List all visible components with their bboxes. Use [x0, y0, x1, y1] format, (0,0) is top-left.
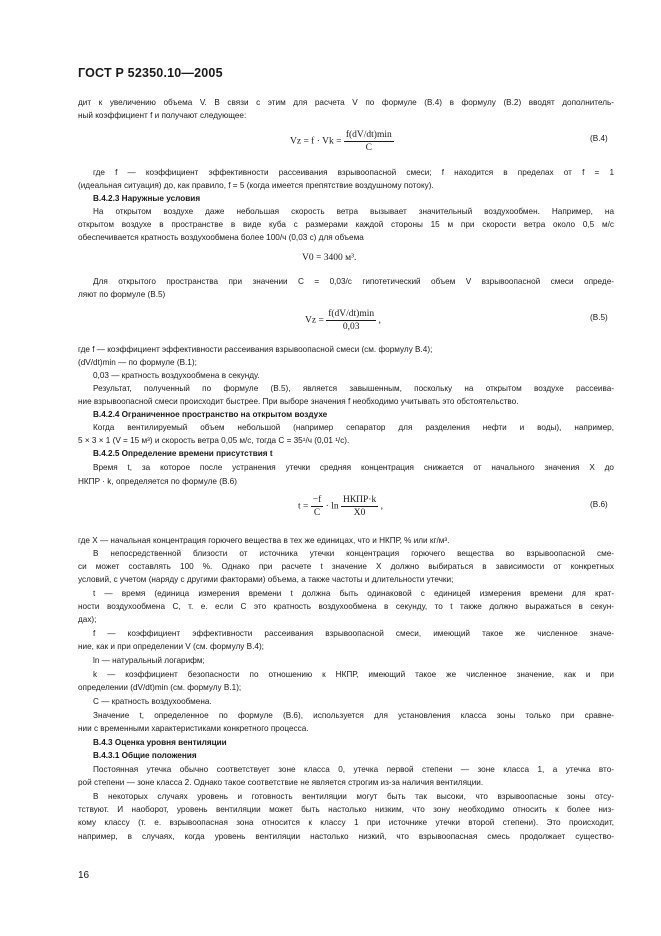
- section-heading: В.4.3.1 Общие положения: [93, 751, 197, 760]
- text-line: тствуют. И наоборот, уровень вентиляции может быть настолько низким, что зону необходимо относить к более низ-: [78, 805, 614, 814]
- text-line: дах);: [78, 615, 97, 624]
- text-line: где f — коэффициент эффективности рассеивания взрывоопасной смеси; f находится в пределах от f = 1: [93, 168, 614, 177]
- equation-number: (В.4): [590, 134, 608, 143]
- text-line: например, в случаях, когда уровень вентиляции настолько низкий, что взрывоопасная смесь продолжает существо-: [78, 832, 614, 841]
- text-line: условий, с учетом (наряду с другими факторами) объема, а также частоты и длительности утечки;: [78, 575, 454, 584]
- formula-b4: [290, 130, 394, 153]
- text-line: ляют по формуле (В.5): [78, 290, 166, 299]
- equation-number: (В.5): [590, 313, 608, 322]
- text-line: си может составлять 100 %. Однако при расчете t значение X должно выбираться в зависимости от конкретных: [78, 562, 614, 571]
- section-heading: В.4.3 Оценка уровня вентиляции: [93, 738, 227, 747]
- text-line: 0,03 — кратность воздухообмена в секунду.: [93, 371, 260, 380]
- text-line: нии с временными характеристиками конкретного процесса.: [78, 724, 309, 733]
- text-line: Когда вентилируемый объем небольшой (например сепаратор для разделения нефти и воды), например,: [93, 423, 614, 432]
- text-line: где f — коэффициент эффективности рассеивания взрывоопасной смеси (см. формулу В.4);: [78, 345, 433, 354]
- text-line: (идеальная ситуация) до, как правило, f = 5 (когда имеется препятствие воздушному потоку).: [78, 181, 434, 190]
- section-heading: В.4.2.5 Определение времени присутствия t: [93, 449, 273, 458]
- text-line: В некоторых случаях уровень и готовность вентиляции могут быть так высоки, что взрывоопасные зоны отсу-: [93, 792, 614, 801]
- text-line: (dV/dt)min — по формуле (В.1);: [78, 358, 197, 367]
- text-line: рой степени — зоне класса 2. Однако такое соответствие не является строгим из-за наличия вентиляции.: [78, 778, 484, 787]
- equation-number: (В.6): [590, 500, 608, 509]
- formula-b5: [305, 309, 381, 332]
- fraction-denominator: C: [313, 508, 321, 518]
- text-line: обеспечивается кратность воздухообмена более 100/ч (0,03 с) для объема: [78, 233, 364, 242]
- text-line: ности воздухообмена C, т. е. если C это кратность воздухообмена в секунду, то t также должно выражаться в секун-: [78, 602, 614, 611]
- text-line: t — время (единица измерения времени t должна быть одинаковой с единицей измерения времени для крат-: [93, 589, 614, 598]
- text-line: Постоянная утечка обычно соответствует зоне класса 0, утечка первой степени — зоне класса 1, а утечка вто-: [93, 765, 614, 774]
- text-line: ный коэффициент f и получают следующее:: [78, 111, 247, 120]
- fraction-numerator: НКПР·k: [342, 495, 377, 505]
- fraction-denominator: 0,03: [342, 322, 360, 332]
- formula-fraction: [311, 495, 324, 518]
- formula-fraction-2: [341, 495, 378, 518]
- text-line: ние, как и при определении V (см. формулу В.4);: [78, 642, 264, 651]
- text-line: На открытом воздухе даже небольшая скорость ветра вызывает значительный воздухообмен. Например, на: [93, 207, 614, 216]
- text-line: ln — натуральный логарифм;: [93, 656, 205, 665]
- text-line: ние взрывоопасной смеси происходит быстрее. При выборе значения f необходимо учитывать это обстоятельство.: [78, 397, 519, 406]
- text-line: Время t, за которое после устранения утечки средняя концентрация снижается от начального значения X до: [93, 463, 614, 472]
- section-heading: В.4.2.3 Наружные условия: [93, 194, 201, 203]
- section-heading: В.4.2.4 Ограниченное пространство на открытом воздухе: [93, 410, 328, 419]
- text-line: определении (dV/dt)min (см. формулу В.1);: [78, 683, 242, 692]
- formula-fraction: [344, 130, 394, 153]
- document-header: ГОСТ Р 52350.10—2005: [78, 66, 223, 80]
- formula-tail: ,: [378, 315, 381, 326]
- fraction-denominator: C: [365, 143, 372, 153]
- formula-b6: [298, 495, 383, 518]
- fraction-numerator: f(dV/dt)min: [328, 309, 375, 319]
- fraction-denominator: X0: [353, 508, 366, 518]
- text-line: Результат, полученный по формуле (В.5), является завышенным, поскольку на открытом воздухе рассеива-: [93, 384, 614, 393]
- text-line: Для открытого пространства при значении C = 0,03/с гипотетический объем V взрывоопасной смеси опреде-: [93, 277, 614, 286]
- text-line: f — коэффициент эффективности рассеивания взрывоопасной смеси, имеющий такое же численное значе-: [93, 629, 614, 638]
- text-line: C — кратность воздухообмена.: [93, 697, 212, 706]
- text-line: k — коэффициент безопасности по отношению к НКПР, имеющий такое же численное значение, как и при: [93, 670, 614, 679]
- fraction-numerator: f(dV/dt)min: [345, 130, 392, 140]
- formula-ln: · ln: [325, 501, 339, 512]
- formula-tail: ,: [380, 501, 383, 512]
- text-line: Значение t, определенное по формуле (В.6), используется для установления класса зоны только при сравне-: [93, 711, 614, 720]
- formula-v0: V0 = 3400 м³.: [302, 253, 357, 263]
- page-number: 16: [78, 870, 90, 881]
- text-line: открытом воздухе в пространстве в виде куба с размерами каждой стороны 15 м при скорости ветра около 0,5 м/с: [78, 220, 614, 229]
- text-line: дит к увеличению объема V. В связи с этим для расчета V по формуле (В.4) в формулу (В.2) вводят дополнитель-: [78, 98, 614, 107]
- formula-lhs: Vz =: [305, 315, 324, 326]
- text-line: НКПР · k, определяется по формуле (В.6): [78, 477, 237, 486]
- formula-fraction: [326, 309, 376, 332]
- fraction-numerator: −f: [312, 495, 322, 505]
- text-line: где X — начальная концентрация горючего вещества в тех же единицах, что и НКПР, % или кг/м³.: [78, 536, 450, 545]
- formula-lhs: t =: [298, 501, 309, 512]
- text-line: 5 × 3 × 1 (V = 15 м³) и скорость ветра 0,05 м/с, тогда C = 35¹/ч (0,01 ¹/с).: [78, 436, 350, 445]
- formula-lhs: Vz = f · Vk =: [290, 136, 342, 147]
- text-line: В непосредственной близости от источника утечки концентрация горючего вещества во взрывоопасной сме-: [93, 549, 614, 558]
- text-line: кому классу (т. е. взрывоопасная зона относится к классу 1 при источнике утечки второй степени). Это происходит,: [78, 818, 614, 827]
